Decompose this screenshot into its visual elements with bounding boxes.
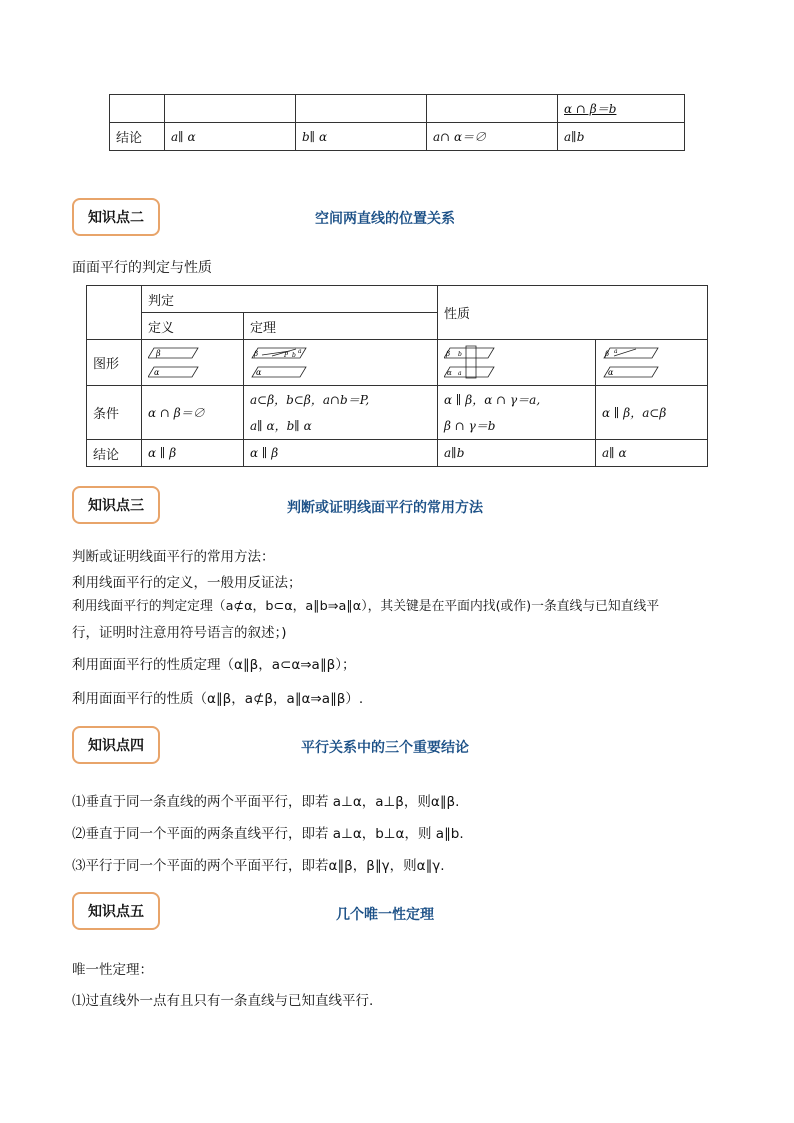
table-caption: 面面平行的判定与性质: [72, 260, 212, 276]
section-title-4: 平行关系中的三个重要结论: [301, 740, 469, 756]
conclusion-2: ⑵垂直于同一个平面的两条直线平行，即若 a⊥α，b⊥α，则 a∥b.: [72, 826, 464, 842]
svg-text:a: a: [458, 369, 462, 377]
head-judge: 判定: [142, 286, 438, 313]
cell-label-conclusion: 结论: [110, 123, 165, 151]
svg-text:α: α: [447, 368, 452, 377]
figure-theorem: [244, 340, 438, 386]
svg-text:a: a: [614, 347, 618, 355]
svg-text:P: P: [284, 351, 289, 359]
head-definition: 定义: [142, 313, 244, 340]
method-property-theorem: 利用面面平行的性质定理（α∥β，a⊂α⇒a∥β）；: [72, 657, 356, 673]
head-theorem: 定理: [244, 313, 438, 340]
table-plane-parallel: [86, 285, 708, 467]
conclusion-property-2: a∥ α: [596, 440, 708, 467]
section-badge-3: 知识点三: [72, 486, 160, 524]
svg-text:α: α: [256, 367, 262, 377]
svg-text:a: a: [298, 347, 302, 355]
condition-definition: α ∩ β＝∅: [142, 386, 244, 440]
section-badge-2: 知识点二: [72, 198, 160, 236]
method-judgment-theorem: 利用线面平行的判定定理（a⊄α，b⊂α，a∥b⇒a∥α），其关键是在平面内找(或作)一条直线与已知直线平 行，证明时注意用符号语言的叙述；): [72, 599, 660, 641]
condition-property-1: [438, 386, 596, 440]
figure-property-2: [596, 340, 708, 386]
condition-theorem-line-2: a∥ α，b∥ α: [250, 418, 312, 433]
cell-intersection: α ∩ β＝b: [558, 95, 685, 123]
figure-property-1: [438, 340, 596, 386]
section-badge-5: 知识点五: [72, 892, 160, 930]
table-conclusion-lines: [109, 94, 685, 151]
figure-definition: [142, 340, 244, 386]
cell-conclusion-1: a∥ α: [165, 123, 296, 151]
row-label-conclusion: 结论: [87, 440, 142, 467]
condition-theorem-line-1: a⊂β，b⊂β，a∩b＝P,: [250, 392, 370, 407]
fig-label-alpha: α: [154, 367, 160, 377]
conclusion-theorem: α ∥ β: [244, 440, 438, 467]
fig-label-beta: β: [156, 348, 161, 358]
row-label-condition: 条件: [87, 386, 142, 440]
cell-conclusion-3: a∩ α＝∅: [427, 123, 558, 151]
section-title-2: 空间两直线的位置关系: [315, 211, 455, 227]
row-label-figure: 图形: [87, 340, 142, 386]
conclusion-property-1: a∥b: [438, 440, 596, 467]
plane-with-two-lines-figure: [250, 345, 310, 381]
condition-property-line-2: β ∩ γ＝b: [444, 418, 496, 433]
svg-text:β: β: [446, 349, 451, 358]
section-title-5: 几个唯一性定理: [336, 907, 434, 923]
cell-conclusion-2: b∥ α: [296, 123, 427, 151]
condition-theorem: [244, 386, 438, 440]
section-badge-4: 知识点四: [72, 726, 160, 764]
section-title-3: 判断或证明线面平行的常用方法: [287, 500, 483, 516]
cell-conclusion-4: a∥b: [558, 123, 685, 151]
method-property: 利用面面平行的性质（α∥β，a⊄β，a∥α⇒a∥β）.: [72, 691, 364, 707]
conclusion-3: ⑶平行于同一个平面的两个平面平行，即若α∥β，β∥γ，则α∥γ.: [72, 858, 445, 874]
methods-intro: 判断或证明线面平行的常用方法：: [72, 549, 275, 565]
conclusion-1: ⑴垂直于同一条直线的两个平面平行，即若 a⊥α，a⊥β，则α∥β.: [72, 794, 460, 810]
svg-text:b: b: [458, 350, 462, 358]
two-parallel-planes-figure: [148, 345, 204, 381]
svg-text:α: α: [608, 367, 614, 377]
three-planes-figure: [444, 345, 504, 381]
condition-property-line-1: α ∥ β，α ∩ γ＝a,: [444, 392, 541, 407]
condition-property-2: α ∥ β，a⊂β: [596, 386, 708, 440]
svg-text:β: β: [605, 349, 610, 358]
head-property: 性质: [438, 286, 708, 340]
conclusion-definition: α ∥ β: [142, 440, 244, 467]
svg-text:β: β: [254, 349, 259, 358]
uniqueness-intro: 唯一性定理：: [72, 962, 153, 978]
uniqueness-1: ⑴过直线外一点有且只有一条直线与已知直线平行.: [72, 993, 374, 1009]
svg-text:b: b: [292, 351, 296, 359]
plane-with-line-figure: [602, 345, 662, 381]
method-definition: 利用线面平行的定义，一般用反证法；: [72, 575, 302, 591]
